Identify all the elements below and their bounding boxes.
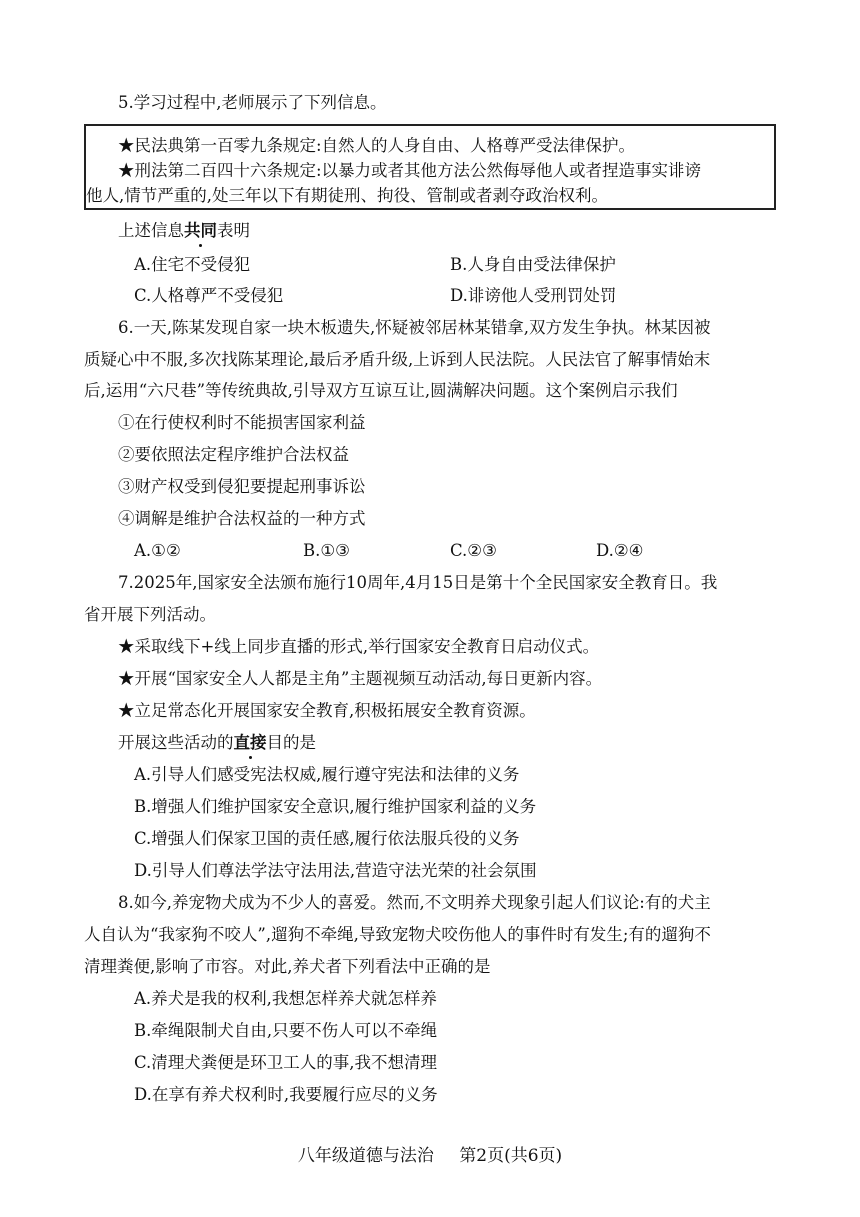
q7-stem-line-2: 省开展下列活动。 xyxy=(84,605,216,624)
q5-box-line-3: 他人,情节严重的,处三年以下有期徒刑、拘役、管制或者剥夺政治权利。 xyxy=(86,186,608,205)
q7-activity-2: ★开展“国家安全人人都是主角”主题视频互动活动,每日更新内容。 xyxy=(118,669,603,688)
q7-activity-3: ★立足常态化开展国家安全教育,积极拓展安全教育资源。 xyxy=(118,701,536,720)
q5-question-pre: 上述信息 xyxy=(118,221,184,240)
q5-question xyxy=(118,221,250,241)
q6-stem-line-3: 后,运用“六尺巷”等传统典故,引导双方互谅互让,圆满解决问题。这个案例启示我们 xyxy=(84,381,678,400)
q7-question-emphasis: 直接 xyxy=(233,733,267,752)
q6-option-d[interactable]: D.②④ xyxy=(596,541,644,560)
q5-box-line-1: ★民法典第一百零九条规定:自然人的人身自由、人格尊严受法律保护。 xyxy=(118,136,636,155)
q8-option-b[interactable]: B.牵绳限制犬自由,只要不伤人可以不牵绳 xyxy=(134,1021,438,1040)
q7-activity-1: ★采取线下+线上同步直播的形式,举行国家安全教育日启动仪式。 xyxy=(118,637,600,656)
q6-item-2: ②要依照法定程序维护合法权益 xyxy=(118,445,349,464)
q6-option-b[interactable]: B.①③ xyxy=(303,541,350,560)
q7-question xyxy=(118,733,316,753)
q5-option-b[interactable]: B.人身自由受法律保护 xyxy=(450,255,616,274)
q5-question-emphasis: 共同 xyxy=(184,221,217,240)
q7-question-post: 目的是 xyxy=(266,733,316,752)
page-footer xyxy=(0,1141,860,1166)
q7-option-b[interactable]: B.增强人们维护国家安全意识,履行维护国家利益的义务 xyxy=(134,797,537,816)
q6-item-3: ③财产权受到侵犯要提起刑事诉讼 xyxy=(118,477,366,496)
q6-option-c[interactable]: C.②③ xyxy=(450,541,497,560)
q7-option-c[interactable]: C.增强人们保家卫国的责任感,履行依法服兵役的义务 xyxy=(134,829,520,848)
q5-stem: 5.学习过程中,老师展示了下列信息。 xyxy=(118,93,387,112)
q8-option-d[interactable]: D.在享有养犬权利时,我要履行应尽的义务 xyxy=(134,1085,438,1104)
q5-option-a[interactable]: A.住宅不受侵犯 xyxy=(134,255,251,274)
q7-option-d[interactable]: D.引导人们尊法学法守法用法,营造守法光荣的社会氛围 xyxy=(134,861,537,880)
q8-stem-line-3: 清理粪便,影响了市容。对此,养犬者下列看法中正确的是 xyxy=(84,957,491,976)
q8-option-c[interactable]: C.清理犬粪便是环卫工人的事,我不想清理 xyxy=(134,1053,438,1072)
q6-stem-line-2: 质疑心中不服,多次找陈某理论,最后矛盾升级,上诉到人民法院。人民法官了解事情始末 xyxy=(84,350,711,369)
q6-option-a[interactable]: A.①② xyxy=(134,541,181,560)
q6-stem-line-1: 6.一天,陈某发现自家一块木板遗失,怀疑被邻居林某错拿,双方发生争执。林某因被 xyxy=(118,318,711,337)
q5-box-line-2: ★刑法第二百四十六条规定:以暴力或者其他方法公然侮辱他人或者捏造事实诽谤 xyxy=(118,161,702,180)
q7-option-a[interactable]: A.引导人们感受宪法权威,履行遵守宪法和法律的义务 xyxy=(134,765,520,784)
footer-page-number: 第2页(共6页) xyxy=(459,1146,563,1166)
q8-stem-line-2: 人自认为“我家狗不咬人”,遛狗不牵绳,导致宠物犬咬伤他人的事件时有发生;有的遛狗不 xyxy=(84,925,711,944)
q5-option-c[interactable]: C.人格尊严不受侵犯 xyxy=(134,286,284,305)
footer-subject: 八年级道德与法治 xyxy=(297,1146,434,1166)
q5-option-d[interactable]: D.诽谤他人受刑罚处罚 xyxy=(450,286,617,305)
q7-question-pre: 开展这些活动的 xyxy=(118,733,234,752)
q5-question-post: 表明 xyxy=(217,221,250,240)
q6-item-1: ①在行使权利时不能损害国家利益 xyxy=(118,413,366,432)
q7-stem-line-1: 7.2025年,国家安全法颁布施行10周年,4月15日是第十个全民国家安全教育日。我 xyxy=(118,573,718,592)
q5-info-box xyxy=(84,124,776,210)
q8-option-a[interactable]: A.养犬是我的权利,我想怎样养犬就怎样养 xyxy=(134,989,437,1008)
q6-item-4: ④调解是维护合法权益的一种方式 xyxy=(118,509,366,528)
q8-stem-line-1: 8.如今,养宠物犬成为不少人的喜爱。然而,不文明养犬现象引起人们议论:有的犬主 xyxy=(118,893,711,912)
